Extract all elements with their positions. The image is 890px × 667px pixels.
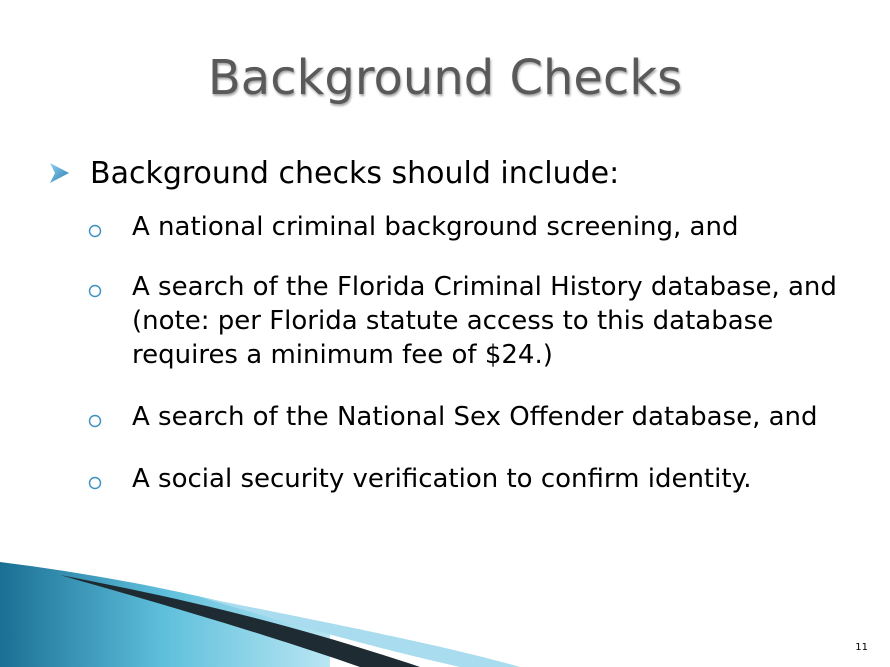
list-item xyxy=(88,462,872,496)
circle-bullet-icon xyxy=(88,476,102,490)
main-bullet xyxy=(48,154,619,194)
circle-bullet-icon xyxy=(88,414,102,428)
list-item-text: A search of the Florida Criminal History database, and (note: per Florida statute access to this database requires a minimum fee of $24.) xyxy=(132,272,837,370)
circle-bullet-icon xyxy=(88,284,102,298)
circle-bullet-icon xyxy=(88,224,102,238)
main-bullet-text: Background checks should include: xyxy=(90,156,620,191)
list-item xyxy=(88,210,872,244)
list-item-text: A social security verification to confirm identity. xyxy=(132,464,752,494)
list-item xyxy=(88,270,872,372)
page-number: 11 xyxy=(855,642,868,653)
list-item-text: A search of the National Sex Offender database, and xyxy=(132,402,818,432)
list-item-text: A national criminal background screening, and xyxy=(132,212,739,242)
decorative-swoosh xyxy=(0,557,890,667)
list-item xyxy=(88,400,872,434)
slide-title: Background Checks xyxy=(207,50,683,106)
arrow-bullet-icon xyxy=(48,162,70,184)
